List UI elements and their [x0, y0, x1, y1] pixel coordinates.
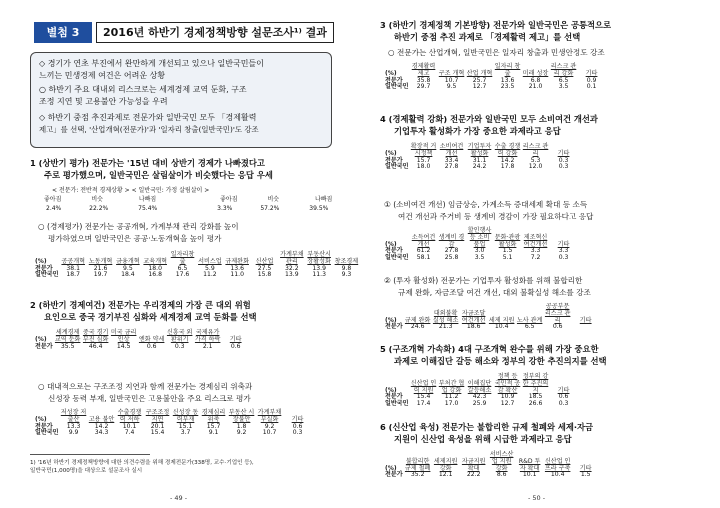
column-header: 이해집단 갈등해소 — [467, 379, 492, 394]
table-cell: 12.0 — [528, 163, 543, 171]
table-cell: 20.1 — [150, 422, 165, 430]
table-cell: 61.2 — [416, 247, 431, 255]
survey-table — [384, 228, 578, 262]
column-header: 구조조정 지연 — [145, 409, 170, 423]
q4-heading-2: 기업투자 활성화가 가장 중요한 과제라고 응답 — [394, 126, 561, 136]
table-cell: 14.2 — [500, 156, 515, 164]
q6-heading: ② (투자 활성화) 전문가는 기업투자 활성화를 위해 불합리한 — [384, 276, 583, 285]
table-cell: 12.7 — [472, 83, 487, 91]
unit-label: (%) — [385, 464, 397, 472]
row-label: 일반국민 — [35, 271, 59, 279]
survey-table — [384, 304, 600, 331]
q1-labels — [44, 196, 332, 203]
q3-heading-2: 하반기 중점 추진 과제로 「경제활력 제고」를 선택 — [394, 32, 581, 42]
table-cell: 6.5 — [558, 76, 569, 84]
q1-label: 좋아짐 — [44, 196, 62, 203]
q2-heading: 2 (하반기 경제여건) 전문가는 우리경제의 가장 큰 대외 위험 — [30, 300, 251, 310]
table-cell: 16.8 — [148, 271, 162, 279]
summary-line: ◇ 경기가 연초 부진에서 완만하게 개선되고 있으나 일반국민들이 — [39, 59, 264, 68]
table-cell: 10.7 — [444, 76, 459, 84]
table-cell: 38.1 — [66, 264, 80, 272]
table-cell: 23.5 — [500, 83, 515, 91]
survey-table — [384, 452, 600, 479]
table-cell: 3.0 — [474, 247, 485, 255]
row-label: 전문가 — [35, 422, 53, 430]
table-cell: 24.2 — [472, 163, 487, 171]
q1-subheading: < 전문가: 전반적 경제상황 > < 일반국민: 가정 살림살이 > — [52, 187, 210, 194]
summary-box — [30, 52, 332, 148]
table-row — [34, 272, 360, 279]
table-cell: 18.6 — [466, 323, 481, 331]
table-cell: 58.1 — [416, 254, 431, 262]
table-cell: 13.6 — [500, 76, 515, 84]
table-cell: 3.5 — [474, 254, 485, 262]
column-header: R&D 투자 확대 — [518, 457, 541, 472]
row-label: 전문가 — [385, 247, 403, 255]
q1-value: 39.5% — [309, 205, 329, 212]
table-cell: 10.4 — [494, 323, 509, 331]
summary-line: ○ 하반기 주요 대내외 리스크로는 세계경제 교역 둔화, 구조 — [39, 85, 247, 94]
table-cell: 18.5 — [528, 393, 543, 401]
column-header: 공공개혁 — [61, 257, 85, 265]
q3-heading: 3 (하반기 경제정책 기본방향) 전문가와 일반국민은 공통적으로 — [380, 20, 612, 30]
column-header: 자금지원 확대 — [461, 457, 486, 472]
table-cell: 15.8 — [257, 271, 272, 279]
table-row — [384, 255, 578, 262]
survey-table — [34, 410, 312, 437]
column-header: 신흥국 외환위기 — [166, 329, 193, 343]
row-label: 전문가 — [35, 264, 53, 272]
q4-heading: 4 (경제활력 강화) 전문가와 일반국민 모두 소비여건 개선과 — [380, 114, 598, 124]
table-row — [384, 84, 606, 91]
summary-line: ◇ 하반기 중점 추진과제로 전문가와 일반국민 모두 「경제활력 — [39, 113, 257, 122]
unit-label: (%) — [35, 257, 47, 265]
footnote-line: 일반국민(1,000명)을 대상으로 설문조사 실시 — [30, 468, 143, 474]
column-header: 노사 관계 — [516, 316, 543, 324]
table-cell: 15.4 — [150, 429, 165, 437]
table-cell: 12.7 — [500, 400, 515, 408]
table-cell: 0.6 — [552, 323, 563, 331]
row-label: 일반국민 — [385, 400, 409, 408]
column-header: 규제완화 — [225, 257, 249, 265]
table-cell: 46.4 — [88, 342, 103, 350]
table-cell: 9.5 — [123, 264, 133, 272]
column-header: 부동산시장활성화 — [307, 251, 331, 265]
table-row — [384, 472, 600, 479]
column-header: 서비스산업 지원 강화 — [489, 451, 514, 472]
report-title: 2016년 하반기 경제정책방향 설문조사¹⁾ 결과 — [96, 22, 334, 43]
table-cell: 25.9 — [472, 400, 487, 408]
table-cell: 25.7 — [472, 76, 487, 84]
table-cell: 6.5 — [177, 264, 188, 272]
unit-label: (%) — [385, 69, 397, 77]
column-header: 가계부채관리 — [280, 251, 304, 265]
table-cell: 18.7 — [66, 271, 80, 279]
table-cell: 17.6 — [175, 271, 190, 279]
column-header: 일자리창출 — [170, 251, 195, 265]
table-cell: 6.5 — [524, 323, 535, 331]
table-cell: 6.8 — [530, 76, 541, 84]
unit-label: (%) — [385, 240, 397, 248]
table-cell: 15.7 — [416, 156, 431, 164]
q1-values — [46, 205, 328, 212]
column-header: 기타 — [557, 149, 570, 157]
table-cell: 0.3 — [558, 254, 569, 262]
q1-value: 57.2% — [260, 205, 280, 212]
column-header: 수출 경쟁력 강화 — [494, 143, 521, 157]
table-cell: 27.8 — [444, 163, 459, 171]
table-cell: 0.3 — [558, 400, 569, 408]
table-cell: 11.0 — [230, 271, 244, 279]
table-cell: 7.4 — [124, 429, 135, 437]
q5-heading: ① (소비여건 개선) 임금상승, 가계소득 증대세제 확대 등 소득 — [384, 200, 588, 209]
column-header: 세제 지원 — [488, 316, 515, 324]
unit-label: (%) — [385, 149, 397, 157]
column-header: 소비여건 개선 — [439, 143, 464, 157]
table-cell: 22.2 — [466, 471, 481, 479]
table-cell: 35.8 — [416, 76, 431, 84]
row-label: 전문가 — [385, 156, 403, 164]
table-cell: 21.3 — [438, 323, 453, 331]
column-header: 생계비 경감 — [438, 233, 465, 248]
table-cell: 13.9 — [312, 264, 326, 272]
column-header: 엔화 약세 — [138, 335, 165, 343]
q2b-heading-2: 신성장 동력 부재, 일반국민은 고용불안을 주요 리스크로 평가 — [48, 394, 251, 403]
table-cell: 9.3 — [341, 271, 352, 279]
column-header: 기타 — [585, 69, 598, 77]
page-number: - 50 - — [528, 494, 546, 502]
table-cell: 8.6 — [496, 471, 507, 479]
table-cell: 11.2 — [203, 271, 217, 279]
footnote-line: 1) '16년 하반기 경제정책방향에 대한 의견수렴을 위해 경제전문가(338명, 교수·기업인 등), — [30, 460, 254, 466]
table-cell: 35.5 — [60, 342, 75, 350]
unit-label: (%) — [35, 335, 47, 343]
column-header: 세계경제 교역 둔화 — [54, 329, 81, 343]
column-header: 공공부문 리스크 관리 — [544, 303, 571, 324]
row-label: 전문가 — [385, 323, 403, 331]
table-cell: 9.5 — [446, 83, 457, 91]
table-cell: 9.1 — [208, 429, 219, 437]
table-cell: 10.7 — [262, 429, 277, 437]
column-header: 구조 개혁 — [438, 69, 465, 77]
column-header: 금융개혁 — [116, 257, 140, 265]
table-row — [384, 324, 600, 331]
table-cell: 21.6 — [93, 264, 108, 272]
q1-value: 75.4% — [138, 205, 158, 212]
column-header: 가계부채 부실화 — [257, 409, 282, 423]
summary-line: 조정 지연 및 고용불안 가능성을 우려 — [39, 97, 168, 106]
table-cell: 15.1 — [178, 422, 193, 430]
table-cell: 13.6 — [230, 264, 244, 272]
q1b-heading-2: 평가하였으며 일반국민은 공공·노동개혁을 높이 평가 — [48, 234, 222, 243]
row-label: 일반국민 — [385, 83, 409, 91]
column-header: 중국 경기부진 심화 — [82, 329, 109, 343]
table-cell: 18.0 — [148, 264, 162, 272]
column-header: 부동산 시장불안 — [228, 409, 255, 423]
q1-label: 나빠짐 — [138, 196, 157, 203]
q1-label: 비슷 — [91, 196, 103, 203]
table-cell: 32.2 — [285, 264, 299, 272]
table-cell: 9.2 — [236, 429, 247, 437]
q1b-heading: ○ (경제평가) 전문가는 공공개혁, 가계부채 관리 강화를 높이 — [38, 222, 239, 231]
table-cell: 5.1 — [502, 254, 513, 262]
table-cell: 11.2 — [444, 393, 459, 401]
q1-heading-2: 주로 평가했으며, 일반국민은 살림살이가 비슷했다는 응답 우세 — [44, 170, 273, 180]
table-cell: 14.5 — [116, 342, 131, 350]
table-cell: 33.4 — [444, 156, 459, 164]
survey-table — [34, 330, 250, 350]
table-cell: 15.7 — [206, 422, 221, 430]
column-header: 세제지원 강화 — [433, 457, 458, 472]
row-label: 일반국민 — [35, 429, 59, 437]
table-row — [384, 164, 578, 171]
column-header: 제조혁신 여건개선 — [523, 233, 548, 248]
column-header: 기타 — [579, 464, 592, 472]
table-cell: 24.6 — [410, 323, 425, 331]
table-cell: 1.5 — [580, 471, 591, 479]
q7-heading-2: 과제로 이해집단 갈등 해소와 정부의 강한 추진의지를 선택 — [394, 356, 607, 366]
q1-label: 좋아짐 — [220, 196, 238, 203]
table-cell: 0.3 — [558, 163, 569, 171]
footnote-rule — [30, 454, 150, 455]
table-cell: 25.8 — [444, 254, 459, 262]
survey-table — [384, 144, 578, 171]
table-row — [34, 266, 360, 273]
column-header: 경제활력 제고 — [411, 63, 436, 77]
column-header: 국제유가 가격 하락 — [194, 329, 221, 343]
table-cell: 11.3 — [312, 271, 326, 279]
unit-label: (%) — [35, 415, 47, 423]
table-cell: 18.4 — [121, 271, 135, 279]
column-header: 기타 — [579, 316, 592, 324]
table-cell: 1.5 — [502, 247, 513, 255]
column-header: 확장적 거시정책 — [410, 143, 437, 157]
column-header: 자금조달 여건개선 — [461, 309, 486, 324]
table-cell: 0.1 — [586, 83, 597, 91]
column-header: 저성장 저출산 — [60, 409, 87, 423]
unit-label: (%) — [385, 386, 397, 394]
column-header: 문화·관광 활성화 — [494, 233, 521, 248]
q2-heading-2: 요인으로 중국 경기부진 심화와 세계경제 교역 둔화를 선택 — [44, 312, 257, 322]
table-cell: 19.7 — [93, 271, 108, 279]
row-label: 일반국민 — [385, 163, 409, 171]
row-label: 전문가 — [35, 342, 53, 350]
summary-line: 느끼는 민생경제 여건은 어려운 상황 — [39, 71, 166, 80]
table-cell: 3.3 — [558, 247, 569, 255]
q1-value: 22.2% — [89, 205, 109, 212]
table-cell: 9.2 — [264, 422, 275, 430]
table-cell: 17.0 — [444, 400, 459, 408]
column-header: 미래 성장 — [522, 69, 549, 77]
column-header: 수출경쟁력 저하 — [117, 409, 142, 423]
table-cell: 27.5 — [257, 264, 272, 272]
table-row — [34, 430, 312, 437]
page-number: - 49 - — [170, 494, 188, 502]
column-header: 산업 개혁 — [466, 69, 493, 77]
row-label: 전문가 — [385, 471, 403, 479]
table-cell: 0.9 — [586, 76, 597, 84]
table-cell: 3.7 — [180, 429, 191, 437]
table-cell: 0.3 — [174, 342, 185, 350]
q8-heading: 6 (신산업 육성) 전문가는 불합리한 규제 철폐와 세제·자금 — [380, 422, 594, 432]
table-cell: 0.6 — [558, 393, 569, 401]
table-cell: 10.4 — [550, 471, 565, 479]
row-label: 일반국민 — [385, 254, 409, 262]
column-header: 대외불확실성 해소 — [432, 309, 459, 324]
table-cell: 5.3 — [530, 156, 541, 164]
table-cell: 7.2 — [530, 254, 541, 262]
column-header: 리스크 관리 강화 — [550, 63, 577, 77]
column-header: 서비스업 — [198, 257, 222, 265]
table-cell: 35.2 — [410, 471, 425, 479]
column-header: 신성장 동력부재 — [172, 409, 199, 423]
q1-value: 3.3% — [217, 205, 233, 212]
table-cell: 14.2 — [94, 422, 109, 430]
unit-label: (%) — [385, 316, 397, 324]
q7-heading: 5 (구조개혁 가속화) 4대 구조개혁 완수를 위해 가장 중요한 — [380, 344, 599, 354]
q1-label: 비슷 — [267, 196, 280, 203]
column-header: 신산업 — [255, 257, 274, 265]
table-cell: 9.9 — [68, 429, 79, 437]
column-header: 교육개혁 — [143, 257, 167, 265]
right-page — [362, 0, 720, 508]
table-cell: 17.8 — [500, 163, 515, 171]
column-header: 규제 완화 — [404, 316, 431, 324]
table-row — [384, 401, 578, 408]
table-cell: 3.5 — [558, 83, 569, 91]
summary-line: 제고」를 선택, '산업개혁(전문가)'과 '일자리 창출(일반국민)'도 강조 — [39, 125, 259, 134]
table-row — [34, 344, 250, 351]
column-header: 경제심리 위축 — [201, 409, 226, 423]
table-cell: 34.3 — [94, 429, 109, 437]
column-header: 노동개혁 — [88, 257, 113, 265]
column-header: 기타 — [291, 415, 304, 423]
table-cell: 9.8 — [341, 264, 352, 272]
column-header: 불합리한 규제 철폐 — [404, 457, 431, 472]
column-header: 일자리 창출 — [494, 63, 521, 77]
table-cell: 21.0 — [528, 83, 543, 91]
column-header: 부처간 협업 강화 — [438, 379, 465, 394]
column-header: 정부의 강한 추진의지 — [522, 373, 549, 394]
table-cell: 1.8 — [236, 422, 247, 430]
q1-value: 2.4% — [46, 205, 62, 212]
column-header: 리스크 관리 — [522, 143, 549, 157]
table-cell: 31.1 — [472, 156, 487, 164]
table-cell: 17.4 — [416, 400, 431, 408]
q6-heading-2: 규제 완화, 자금조달 여건 개선, 대외 불확실성 해소를 강조 — [398, 288, 591, 297]
table-cell: 10.1 — [522, 471, 537, 479]
column-header: 신산업 인력 지원 — [410, 379, 437, 394]
column-header: 기타 — [229, 335, 242, 343]
table-cell: 18.0 — [416, 163, 431, 171]
q2b-heading: ○ 대내적으로는 구조조정 지연과 함께 전문가는 경제심리 위축과 — [38, 382, 253, 391]
survey-table — [34, 252, 360, 279]
column-header: 신산업 인프라 구축 — [544, 457, 571, 472]
column-header: 기업투자 활성화 — [467, 143, 492, 157]
column-header: 할인행사 등 소비 붐업 — [467, 227, 492, 248]
table-cell: 3.3 — [530, 247, 541, 255]
row-label: 전문가 — [385, 76, 403, 84]
table-cell: 0.3 — [292, 429, 303, 437]
row-label: 전문가 — [385, 393, 403, 401]
appendix-tag: 별첨 3 — [34, 22, 92, 43]
table-cell: 0.3 — [558, 156, 569, 164]
table-cell: 10.1 — [122, 422, 137, 430]
table-cell: 0.6 — [230, 342, 241, 350]
table-cell: 5.9 — [205, 264, 215, 272]
q3-subheading: ○ 전문가는 산업개혁, 일반국민은 일자리 창출과 민생안정도 강조 — [388, 48, 605, 57]
table-cell: 42.3 — [472, 393, 487, 401]
table-cell: 29.7 — [416, 83, 431, 91]
table-cell: 10.9 — [500, 393, 515, 401]
table-cell: 2.1 — [202, 342, 213, 350]
column-header: 미국 금리인상 — [110, 329, 137, 343]
survey-table — [384, 64, 606, 91]
q1-label: 나빠짐 — [314, 196, 333, 203]
survey-table — [384, 374, 578, 408]
q5-heading-2: 여건 개선과 주거비 등 생계비 경감이 가장 필요하다고 응답 — [398, 212, 594, 221]
table-cell: 0.6 — [292, 422, 303, 430]
column-header: 창조경제 — [334, 257, 359, 265]
q1-heading: 1 (상반기 평가) 전문가는 '15년 대비 상반기 경제가 나빠졌다고 — [30, 158, 265, 168]
column-header: 고용 불안 — [88, 415, 115, 423]
q8-heading-2: 지원이 신산업 육성을 위해 시급한 과제라고 응답 — [394, 434, 572, 444]
table-cell: 13.3 — [66, 422, 81, 430]
table-cell: 26.6 — [528, 400, 543, 408]
table-cell: 13.9 — [285, 271, 299, 279]
column-header: 기타 — [557, 240, 570, 248]
column-header: 정책 등 국민적 공감 확산 — [494, 373, 521, 394]
column-header: 소득여건 개선 — [411, 233, 436, 248]
table-cell: 15.4 — [416, 393, 431, 401]
column-header: 기타 — [557, 386, 570, 394]
table-cell: 12.1 — [438, 471, 453, 479]
table-cell: 0.6 — [146, 342, 157, 350]
table-cell: 27.8 — [444, 247, 459, 255]
